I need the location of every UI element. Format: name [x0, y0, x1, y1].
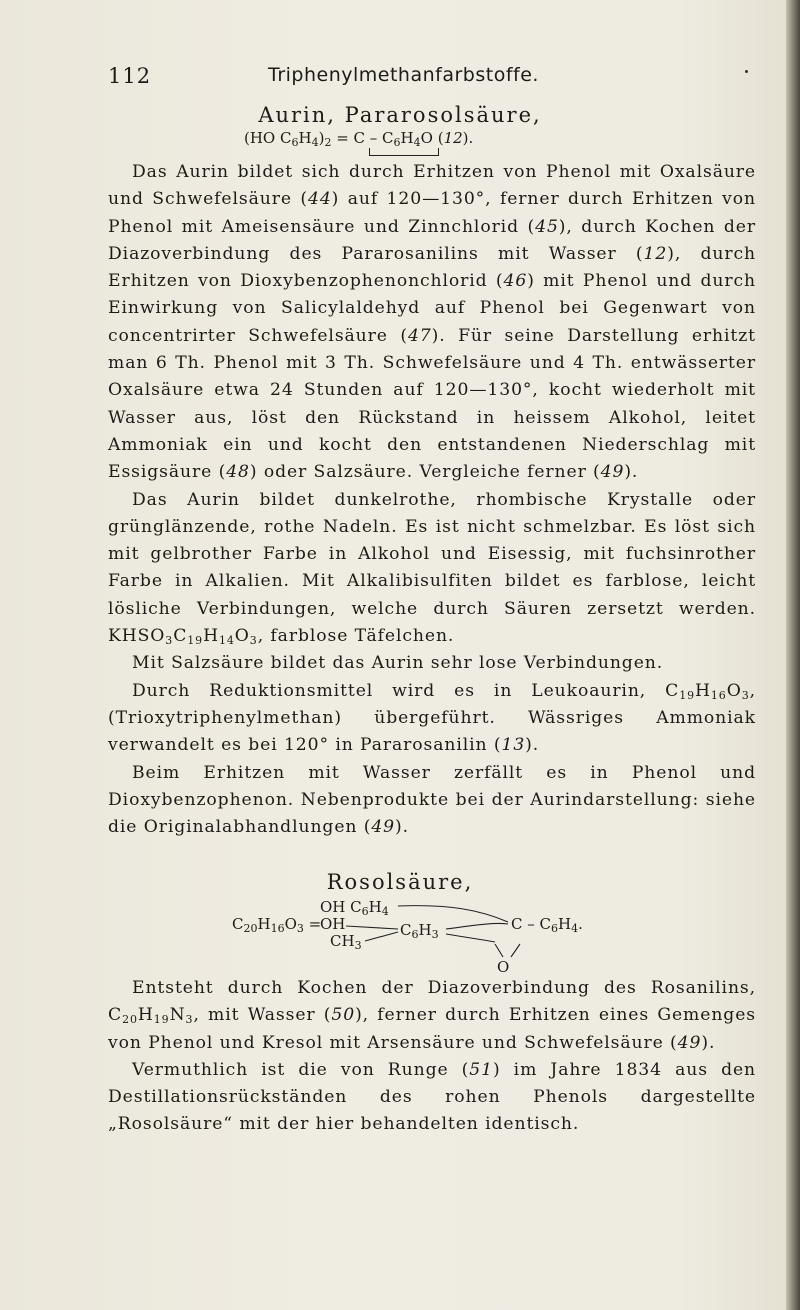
page-number: 112 [108, 64, 152, 88]
formula-group-oh: OH [320, 915, 346, 933]
formula-group-top: OH $C_6H_4$ [320, 898, 389, 918]
formula-lhs: $C_{20}H_{16}O_3$ = [232, 915, 322, 935]
bond-oxygen [495, 944, 520, 957]
paragraph-reduction: Durch Reduktionsmittel wird es in Leukoaurin, $C_{19}H_{16}O_3$, (Trioxytriphenylmethan) übergeführt. Wässriges Ammoniak verwandelt es bei 120° in Pararosanilin (13). [108, 680, 756, 756]
bond-ring-o [446, 934, 495, 942]
running-title: Triphenylmethanfarbstoffe. [268, 64, 539, 86]
aurin-formula: (HO $C_6H_4)_2 = C - C_6H_4O$ (12). [244, 129, 474, 149]
paragraph-decomposition: Beim Erhitzen mit Wasser zerfällt es in Phenol und Dioxybenzophenon. Nebenprodukte bei der Aurindarstellung: siehe die Originalabhandlungen (49). [108, 762, 756, 838]
bond-top [398, 906, 508, 922]
bond-ch3 [365, 932, 398, 941]
bond-ring-c [446, 923, 508, 929]
paragraph-origin: Entsteht durch Kochen der Diazoverbindung des Rosanilins, $C_{20}H_{19}N_3$, mit Wasser (50), ferner durch Erhitzen eines Gemenges von Phenol und Kresol mit Arsensäure und Schwefelsäure (49). [108, 978, 756, 1053]
formula-center-ring: $C_6H_3$ [400, 921, 439, 941]
bond-oh [346, 926, 398, 929]
paragraph-hydrochloric: Mit Salzsäure bildet das Aurin sehr lose Verbindungen. [132, 653, 664, 674]
paragraph-runge: Vermuthlich ist die von Runge (51) im Jahre 1834 aus den Destillationsrückständen des rohen Phenols dargestellte „Rosolsäure“ mit der hier behandelten identisch. [108, 1059, 757, 1135]
rosolsaeure-body [108, 975, 756, 1139]
paragraph-properties: Das Aurin bildet dunkelrothe, rhombische Krystalle oder grünglänzende, rothe Nadeln. Es ist nicht schmelzbar. Es löst sich mit gelbrother Farbe in Alkohol und Eisessig, mit fuchsinrother Farbe in Alkalien. Mit Alkalibisulfiten bildet es farblose, leicht lösliche Verbindungen, welche durch Säuren zersetzt werden. $KHSO_3C_{19}H_{14}O_3$, farblose Täfelchen. [108, 489, 756, 648]
section-title-rosolsaeure: Rosolsäure, [326, 870, 474, 894]
section-title-aurin: Aurin, Pararosolsäure, [258, 103, 542, 127]
formula-group-ch3: $CH_3$ [330, 932, 362, 952]
formula-oxygen: O [497, 958, 510, 976]
paragraph-preparation: Das Aurin bildet sich durch Erhitzen von Phenol mit Oxalsäure und Schwefelsäure (44) auf 120—130°, ferner durch Erhitzen von Phenol mit Ameisensäure und Zinnchlorid (45), durch Kochen der Diazoverbindung des Pararosanilins mit Wasser (12), durch Erhitzen von Dioxybenzophenonchlorid (46) mit Phenol und durch Einwirkung von Salicylaldehyd auf Phenol bei Gegenwart von concentrirter Schwefelsäure (47). Für seine Darstellung erhitzt man 6 Th. Phenol mit 3 Th. Schwefelsäure und 4 Th. entwässerter Oxalsäure etwa 24 Stunden auf 120—130°, kocht wiederholt mit Wasser aus, löst den Rückstand in heissem Alkohol, leitet Ammoniak ein und kocht den entstandenen Niederschlag mit Essigsäure (48) oder Salzsäure. Vergleiche ferner (49). [108, 162, 756, 483]
formula-rhs: C – $C_6H_4$. [511, 915, 583, 935]
